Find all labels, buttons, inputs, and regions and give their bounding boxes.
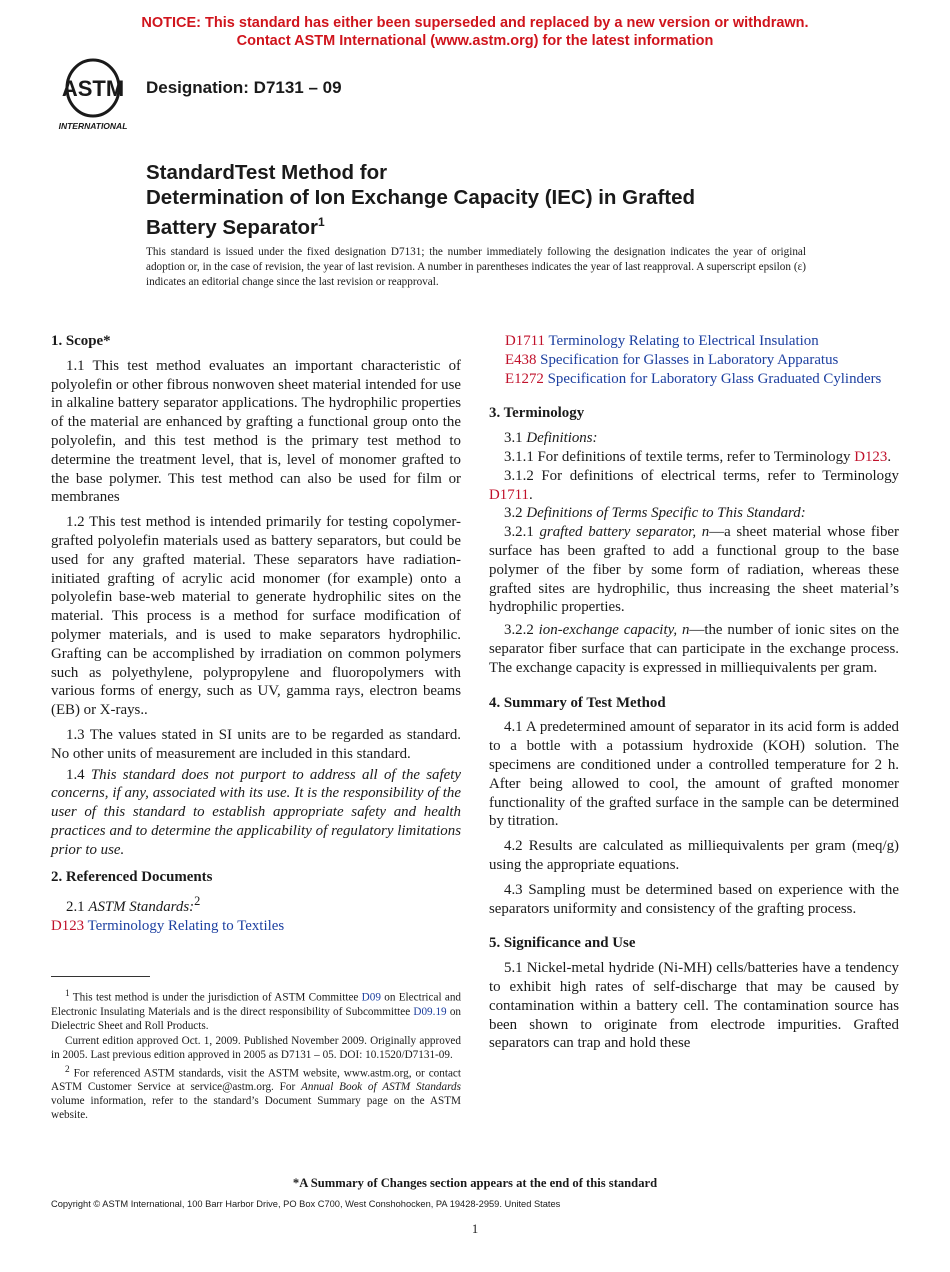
paragraph-1-4: 1.4 This standard does not purport to address all of the safety concerns, if any, associated with its use. It is the responsibility of the user of this standard to establish appropriate safety and health practices and to determine the applicability of regulatory limitations prior to use. [51, 766, 461, 858]
paragraph-4-3: 4.3 Sampling must be determined based on experience with the separators uniformity and consistency of the grafting process. [489, 881, 899, 917]
footnote-2: $^2$ For referenced ASTM standards, visit the ASTM website, www.astm.org, or contact ASTM Customer Service at service@astm.org. For Annual Book of ASTM Standards volume information, refer to the standard’s Document Summary page on the ASTM website. [51, 1064, 461, 1122]
reference-e438[interactable]: E438 Specification for Glasses in Laboratory Apparatus [505, 351, 839, 368]
title-line-3: Battery Separator$^1$ [146, 215, 325, 239]
title-line-1: StandardTest Method for [146, 161, 388, 184]
left-column [51, 332, 461, 936]
page-number: 1 [471, 1222, 479, 1236]
footnotes [51, 987, 461, 1123]
notice-line-1: NOTICE: This standard has either been superseded and replaced by a new version or withdrawn. [141, 15, 809, 31]
paragraph-3-2-1: 3.2.1 grafted battery separator, n—a sheet material whose fiber surface has been grafted to add a functional group to the base polymer of the fiber by some form of radiation, whereas these grafted sites are hydrophilic, thus increasing the sheet material’s hydrophilic properties. [489, 524, 899, 616]
paragraph-3-1-1: 3.1.1 For definitions of textile terms, refer to Terminology D123. [504, 448, 892, 465]
reference-d123[interactable]: D123 Terminology Relating to Textiles [51, 918, 285, 935]
paragraph-1-3: 1.3 The values stated in SI units are to be regarded as standard. No other units of measurement are included in this standard. [51, 726, 461, 762]
astm-logo [52, 56, 134, 132]
title-footnote-mark: 1 [318, 215, 325, 229]
logo-subtext: INTERNATIONAL [58, 121, 128, 131]
footnote-edition: Current edition approved Oct. 1, 2009. Published November 2009. Originally approved in 2005. Last previous edition approved in 2005 as D7131 – 05. DOI: 10.1520/D7131-09. [51, 1034, 461, 1061]
paragraph-2-1: 2.1 ASTM Standards:$^2$ [66, 894, 201, 916]
paragraph-4-2: 4.2 Results are calculated as milliequivalents per gram (meq/g) using the appropriate equations. [489, 838, 899, 873]
logo-text: ASTM [61, 76, 125, 101]
referenced-documents-heading: 2. Referenced Documents [51, 868, 213, 885]
title-line-2: Determination of Ion Exchange Capacity (IEC) in Grafted [146, 186, 696, 209]
notice-line-2: Contact ASTM International (www.astm.org) for the latest information [236, 33, 714, 49]
link-d1711[interactable]: D1711 [489, 486, 529, 503]
footnote-link-d09-19[interactable]: D09.19 [413, 1005, 447, 1018]
page-title [146, 160, 695, 240]
significance-heading: 5. Significance and Use [489, 935, 636, 952]
paragraph-1-2: 1.2 This test method is intended primarily for testing copolymer-grafted polyolefin materials used as battery separators, but could be used for any grafted material. These separators have radiation-initiated grafting of acrylic acid monomer (for example) onto a polyolefin base-web material to generate hydrophilic sites on the material. This process is a method for surface modification of polymer materials, and is used to make separators hydrophilic. Grafting can be accomplished by irradiation on common polymers such as polyethylene, polypropylene and fluoropolymers with various forms of energy, such as UV, gamma rays, electron beams (EB) or X-rays.. [51, 514, 461, 719]
paragraph-5-1: 5.1 Nickel-metal hydride (Ni-MH) cells/batteries have a tendency to exhibit high rates of self-discharge that may be caused by contamination within a battery cell. The contamination source has been shown to originate from electrode impurities. Grafted separators can trap and hold these [489, 960, 899, 1052]
paragraph-3-2: 3.2 Definitions of Terms Specific to This Standard: [504, 505, 806, 522]
reference-e1272[interactable]: E1272 Specification for Laboratory Glass Graduated Cylinders [505, 370, 882, 387]
summary-of-changes-note: *A Summary of Changes section appears at the end of this standard [292, 1176, 658, 1190]
reference-d1711[interactable]: D1711 Terminology Relating to Electrical Insulation [505, 333, 819, 349]
supersession-notice [0, 14, 950, 50]
summary-heading: 4. Summary of Test Method [489, 694, 666, 711]
paragraph-3-1-2: 3.1.2 For definitions of electrical terms, refer to Terminology D1711. [489, 467, 899, 503]
issued-note: This standard is issued under the fixed designation D7131; the number immediately following the designation indicates the year of original adoption or, in the case of revision, the year of last revision. A number in parentheses indicates the year of last reapproval. A superscript epsilon (ε) indicates an editorial change since the last revision or reapproval. [146, 246, 806, 288]
scope-heading: 1. Scope* [51, 333, 111, 349]
footnote-rule [51, 976, 150, 977]
copyright: Copyright © ASTM International, 100 Barr Harbor Drive, PO Box C700, West Conshohocken, PA 19428-2959. United States [51, 1199, 561, 1209]
footnote-1: $^1$ This test method is under the jurisdiction of ASTM Committee D09 on Electrical and Electronic Insulating Materials and is the direct responsibility of Subcommittee D09.19 on Dielectric Sheet and Roll Products. [51, 989, 462, 1032]
designation: Designation: D7131 – 09 [146, 78, 342, 97]
terminology-heading: 3. Terminology [489, 405, 585, 422]
paragraph-3-2-2: 3.2.2 ion-exchange capacity, n—the number of ionic sites on the separator fiber surface that can participate in the exchange process. The exchange capacity is expressed in milliequivalents per gram. [489, 622, 899, 676]
paragraph-3-1: 3.1 Definitions: [504, 430, 598, 447]
link-d123[interactable]: D123 [854, 448, 888, 465]
paragraph-4-1: 4.1 A predetermined amount of separator in its acid form is added to a bottle with a potassium hydroxide (KOH) solution. The specimens are conditioned under a controlled temperature for 2 h. After being allowed to cool, the amount of grafted monomer functionality of the grafted surface in the sample can be determined by titration. [489, 719, 899, 830]
paragraph-1-1: 1.1 This test method evaluates an important characteristic of polyolefin or other fibrous nonwoven sheet material intended for use in alkaline battery separator applications. The hydrophilic properties of the material are enhanced by grafting a functional group onto the polyolefin, and this test method is the primary test method to determine the treatment level, that is, level of monomer grafted to the base polymer. This test method can also be used for film or membranes [51, 357, 461, 506]
right-column [489, 332, 899, 1053]
footnote-link-d09[interactable]: D09 [361, 991, 381, 1004]
